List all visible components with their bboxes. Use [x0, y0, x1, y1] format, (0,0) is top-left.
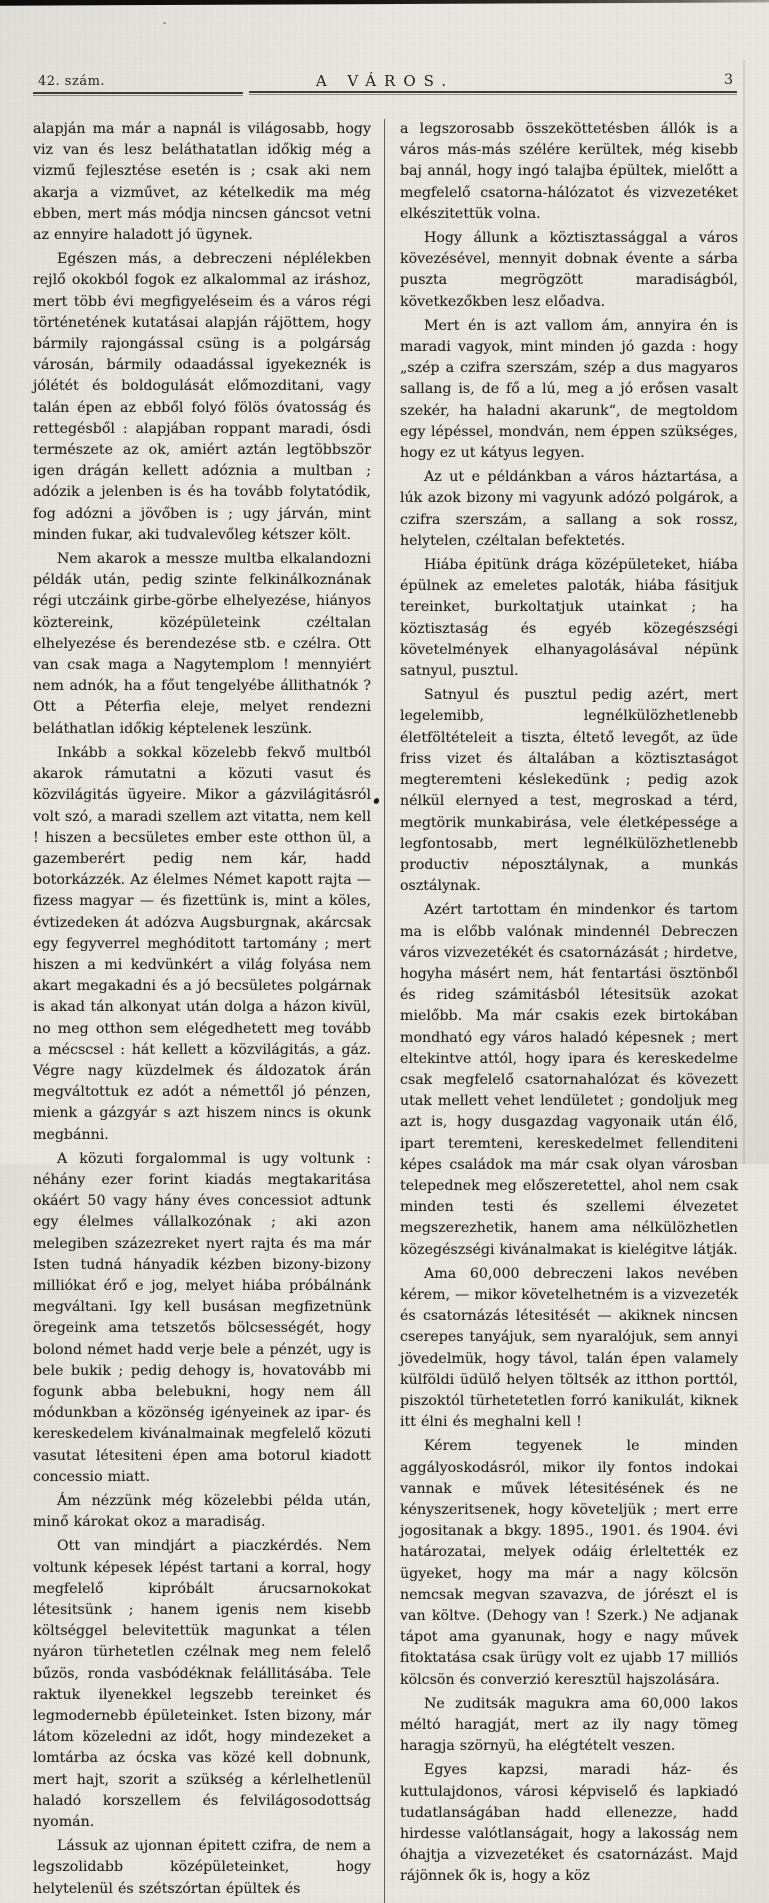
paragraph: A közuti forgalommal is ugy voltunk : néhány ezer forint kiadás megtakaritása okáért 50 vagy hány éves concessiot adtunk egy élelmes vállalkozónak ; aki azon melegiben százezreket nyert rajta és ma már Isten tudná hányadik kézben bizony-bizony milliókat érő e jog, melyet hiába próbálnánk megváltani. Igy kell busásan megfizetnünk öregeink ama tetszetős bölcsességét, hogy bolond német hadd verje bele a pénzét, ugy is bele bukik ; pedig dehogy is, hovatovább mi fogunk abba belebukni, hogy nem áll módunkban a közönség igényeinek az ipar- és kereskedelem kivánalmainak megfelelő közuti vasutat létesiteni épen ama botorul kiadott concessio miatt.	[33, 1150, 371, 1485]
header-rule-left-segment	[33, 92, 243, 96]
paragraph: Hogy állunk a köztisztassággal a város kövezésével, mennyit dobnak évente a sárba puszta megrögzött maradiságból, következőkben lesz előadva.	[400, 230, 738, 310]
paragraph: Nem akarok a messze multba elkalandozni példák után, pedig szinte felkinálkoznának régi utczáink girbe-görbe elhelyezése, hiányos köztereink, középületeink czéltalan elhelyezése és berendezése stb. e czélra. Ott van csak maga a Nagytemplom ! mennyiért nem adnók, ha a főut tengelyébe állithatnók ? Ott a Péterfia eleje, melyet rendezni beláthatlan időkig képtelenek leszünk.	[33, 551, 371, 737]
paragraph: Azért tartottam én mindenkor és tartom ma is előbb valónak mindennél Debreczen város vizvezetékét és csatornázását ; hirdetve, hogyha másért nem, hát fentartási ösztönből és rideg számitásból létesitsük azokat mielőbb. Ma már csakis ezek birtokában mondható egy város haladó képesnek ; mert eltekintve attól, hogy ipara és kereskedelme csak megfelelő csatornahalózat és kövezett utak mellett vehet lendületet ; gondoljuk meg azt is, hogy dusgazdag vagyonaik után élő, ipart teremteni, kereskedelmet fellenditeni képes családok ma már csak olyan városban telepednek meg előszeretettel, ahol nem csak minden testi és szellemi élvezetet megszerezhetik, hanem ama nélkülözhetlen közegészségi kivánalmakat is kielégitve látják.	[400, 902, 738, 1258]
paragraph: Ám nézzünk még közelebbi példa után, minő károkat okoz a maradiság.	[33, 1493, 371, 1531]
scan-edge-artifact	[0, 0, 769, 6]
journal-title: A VÁROS.	[315, 72, 455, 90]
header-rule-right-segment	[249, 91, 737, 95]
paragraph: Ama 60,000 debreczeni lakos nevében kérem, — mikor követelhetném is a vizvezeték és csatornázás létesitését — akiknek nincsen cserepes tanyájuk, sem nyaralójuk, sem annyi jövedelmük, hogy távol, talán épen valamely külföldi üdülő helyen töltsék az itthon porttól, piszoktól türhetetetlen forró kanikulát, kiknek itt élni és meghalni kell !	[400, 1265, 738, 1431]
paragraph: Egyes kapzsi, maradi ház- és kuttulajdonos, városi képviselő és lapkiadó tudatlanságában hadd ellenezze, hadd hirdesse valótlanságait, hogy a lakosság nem óhajtja a vizvezetéket és csatornázást. Majd rájönnek ők is, hogy a köz	[400, 1762, 738, 1885]
paragraph: Inkább a sokkal közelebb fekvő multból akarok rámutatni a közuti vasut és közvilágitás ügyeire. Mikor a gázvilágitásról volt szó, a maradi szellem azt vitatta, nem kell ! hiszen a becsületes ember este otthon ül, a gazemberért pedig nem kár, hadd botorkázzék. Az élelmes Német kapott rajta — fizess magyar — és fizettünk is, mint a köles, évtizedeken át adózva Augsburgnak, akárcsak egy fegyverrel meghóditott tartomány ; mert hiszen a mi kedvünkért a világ folyása nem akart megakadni és a jó becsületes polgárnak is akad tán alkonyat után dolga a házon kivül, no meg otthon sem elégedhetett meg tovább a mécscsel : hát kellett a közvilágitás, a gáz. Végre nagy küzdelmek és áldozatok árán megváltottuk ez adót a némettől jó pénzen, mienk a gázgyár s azt hiszem nincs is okunk megbánni.	[33, 744, 371, 1143]
paragraph: Ne zuditsák magukra ama 60,000 lakos méltó haragját, mert az ily nagy tömeg haragja szörnyü, ha elégtételt veszen.	[400, 1695, 738, 1755]
ink-speck-artifact	[163, 22, 166, 24]
page-number: 3	[724, 72, 733, 88]
paragraph: Egészen más, a debreczeni néplélekben rejlő okokból fogok ez alkalommal az iráshoz, mert több évi megfigyeléseim és a város régi történetének kutatásai alapján rájöttem, hogy bármily rajongással csüng is a polgárság városán, bármily odaadással igyekeznék is jólétét és boldogulását előmozditani, vagy talán épen az ebből folyó fölös óvatosság és rettegésből : alapjában roppant maradi, ósdi természete az ok, amiért aztán legtöbbször igen drágán kellett adóznia a multban ; adózik a jelenben is és ha tovább folytatódik, fog adózni a jövőben is ; ugy járván, mint minden fukar, aki tudvalevőleg kétszer költ.	[33, 251, 371, 543]
paragraph: Satnyul és pusztul pedig azért, mert legelemibb, legnélkülözhetlenebb életföltételeit a tiszta, éltető levegőt, az üde friss vizet és általában a köztisztaságot megteremteni késlekedünk ; pedig azok nélkül elernyed a test, megroskad a térd, megtörik munkabirása, vele életképessége a legfontosabb, mert legnélkülözhetlenebb productiv néposztálynak, a munkás osztálynak.	[400, 687, 738, 895]
paragraph: Ott van mindjárt a piaczkérdés. Nem voltunk képesek lépést tartani a korral, hogy megfelelő kipróbált árucsarnokokat létesitsünk ; hanem igenis nem kisebb költséggel belevitettük magunkat a télen nyáron türhetetlen czélnak meg nem felelő bűzös, ronda vasbódéknak felállitásába. Tele raktuk ilyenekkel legszebb tereinket és legmodernebb épületeinket. Isten bizony, már látom közeledni az időt, hogy mindezeket a lomtárba az ócska vas közé kell dobnunk, mert hajt, szorit a szükség a kérlelhetlenül haladó korszellem és felvilágosodottság nyomán.	[33, 1538, 371, 1831]
article-body	[33, 119, 738, 1903]
paragraph: Az ut e példánkban a város háztartása, a lúk azok bizony mi vagyunk adózó polgárok, a czifra szerszám, a sallang a sok rossz, helytelen, czéltalan befektetés.	[400, 469, 738, 549]
paragraph: Mert én is azt vallom ám, annyira én is maradi vagyok, mint minden jó gazda : hogy „szép a czifra szerszám, szép a dus magyaros sallang is, de fő a lú, meg a jó erősen vasalt szekér, ha haladni akarunk“, de megtoldom egy lépéssel, mondván, nem éppen szükséges, hogy ez ut kátyus legyen.	[400, 317, 738, 462]
left-column	[33, 119, 385, 1903]
paragraph: Lássuk az ujonnan épitett czifra, de nem a legszolidabb középületeinket, hogy helytelenül és szétszórtan épültek és	[33, 1838, 371, 1897]
right-column	[385, 119, 738, 1903]
page-header	[35, 72, 735, 90]
page-edge-shadow	[743, 60, 745, 1164]
paragraph: a legszorosabb összeköttetésben állók is a város más-más szélére kerültek, még kisebb baj annál, hogy ingó talajba épültek, mielőtt a megfelelő csatorna-hálózatot és vizvezetéket elkészitettük volna.	[400, 121, 738, 222]
paragraph: Kérem tegyenek le minden aggályoskodásról, mikor ily fontos indokai vannak e művek létesitésének és ne kényszeritsenek, hogy követeljük ; mert erre jogositanak a bkgy. 1895., 1901. és 1904. évi határozatai, melyek odáig érleltették ez ügyeket, hogy ma már a nagy kölcsön nemcsak megvan szavazva, de jórészt el is van költve. (Dehogy van ! Szerk.) Ne adjanak tápot ama gyanunak, hogy e nagy művek fitoktatása csak ürügy volt ez ujabb 17 milliós kölcsön és converzió keresztül hajszolására.	[400, 1438, 738, 1688]
header-rule	[33, 91, 737, 95]
paragraph: alapján ma már a napnál is világosabb, hogy viz van és lesz beláthatatlan időkig még a vizmű fejlesztése esetén is ; csak aki nem akarja a vizművet, az kételkedik ma még ebben, mert más módja nincsen gáncsot vetni az ennyire haladott jó ügynek.	[33, 121, 371, 244]
paragraph: Hiába épitünk drága középületeket, hiába épülnek az emeletes paloták, hiába fásitjuk tereinket, burkoltatjuk utainkat ; ha köztisztaság és egyéb közegészségi követelmények elhanyagolásával népünk satnyul, pusztul.	[400, 557, 738, 680]
issue-number: 42. szám.	[38, 74, 106, 89]
